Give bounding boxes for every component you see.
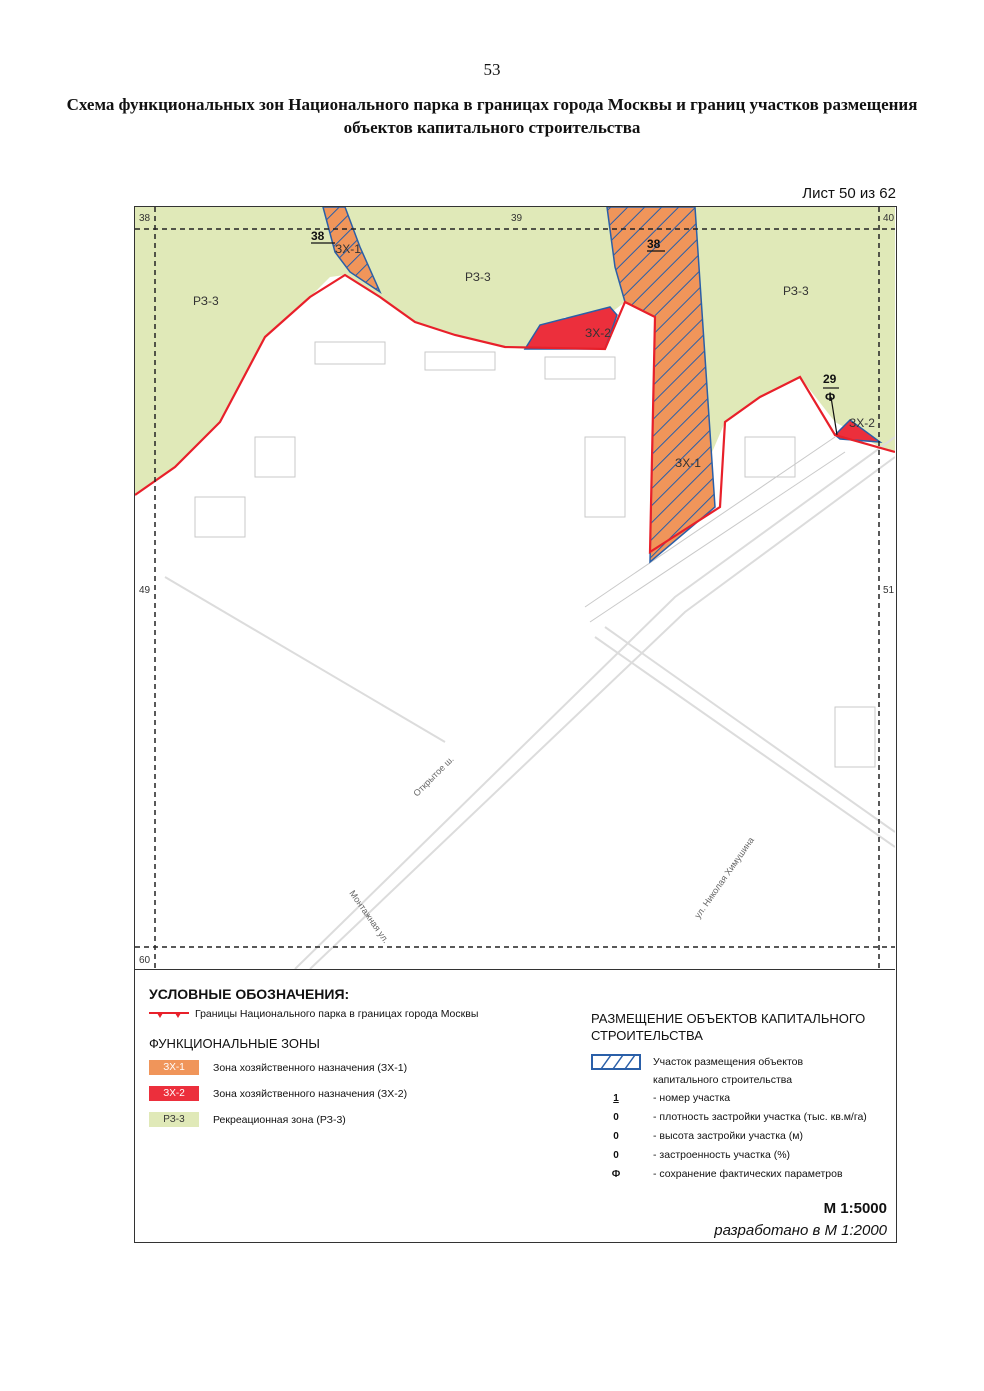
- legend-zone-rz3: [149, 1112, 346, 1127]
- cap-label: - сохранение фактических параметров: [653, 1168, 843, 1180]
- street-label-1: Открытое ш.: [411, 754, 456, 799]
- grid-label-tl: 38: [139, 213, 151, 224]
- cap-label: - номер участка: [653, 1092, 731, 1104]
- roads: [165, 437, 895, 969]
- cap-title: РАЗМЕЩЕНИЕ ОБЪЕКТОВ КАПИТАЛЬНОГО СТРОИТЕЛЬСТВА: [591, 1011, 866, 1043]
- zone-label-zx1-main: ЗХ-1: [675, 456, 701, 470]
- zone-label: Зона хозяйственного назначения (ЗХ-1): [213, 1061, 408, 1074]
- plot-hatch-icon: [591, 1054, 641, 1070]
- zone-label-rz-right: РЗ-3: [783, 284, 809, 298]
- zone-label-rz-left: РЗ-3: [193, 294, 219, 308]
- cap-label: - плотность застройки участка (тыс. кв.м/га): [653, 1111, 867, 1123]
- boundary-line-icon: [149, 1009, 189, 1019]
- grid-label-bl: 60: [139, 955, 151, 966]
- legend-zone-zx2: [149, 1086, 407, 1101]
- developed-scale: разработано в М 1:2000: [714, 1222, 887, 1239]
- sheet-label: Лист 50 из 62: [802, 185, 896, 202]
- zone-label-zx1-top: ЗХ-1: [335, 242, 361, 256]
- legend-boundary-label: Границы Национального парка в границах города Москвы: [195, 1008, 479, 1020]
- plot-label-3: 29: [823, 372, 837, 386]
- cap-symbol: 0: [613, 1111, 619, 1123]
- cap-symbol: 0: [613, 1130, 619, 1142]
- zone-swatch: ЗХ-2: [149, 1086, 199, 1101]
- legend: [135, 969, 895, 1242]
- zone-swatch: ЗХ-1: [149, 1060, 199, 1075]
- map-canvas: [135, 207, 895, 969]
- cap-item: [591, 1168, 843, 1180]
- cap-item: [591, 1149, 790, 1161]
- plot-label-1: 38: [311, 229, 325, 243]
- grid-label-mr: 51: [883, 585, 895, 596]
- cap-symbol: Ф: [611, 1168, 621, 1180]
- map-frame: [134, 206, 897, 1243]
- map-scale: М 1:5000: [823, 1200, 887, 1217]
- legend-title: УСЛОВНЫЕ ОБОЗНАЧЕНИЯ:: [149, 986, 350, 1002]
- page-number: 53: [483, 60, 501, 79]
- cap-item: [591, 1111, 867, 1123]
- cap-plot-row: [591, 1054, 803, 1070]
- cap-plot-label-2: капитального строительства: [653, 1074, 793, 1086]
- plot-label-3-param: Ф: [825, 390, 836, 404]
- zx1-main: [607, 207, 715, 562]
- cap-item: [591, 1130, 803, 1142]
- cap-plot-row-2: [653, 1074, 792, 1086]
- cap-label: - высота застройки участка (м): [653, 1130, 804, 1142]
- cap-label: - застроенность участка (%): [653, 1149, 791, 1161]
- grid-label-tr: 40: [883, 213, 895, 224]
- cap-plot-label-1: Участок размещения объектов: [653, 1056, 804, 1068]
- street-label-2: Монтажная ул.: [347, 888, 392, 945]
- street-label-3: ул. Николая Химушина: [692, 835, 757, 921]
- legend-zones-title: ФУНКЦИОНАЛЬНЫЕ ЗОНЫ: [149, 1036, 320, 1051]
- cap-symbol: 0: [613, 1149, 619, 1161]
- zone-label: Рекреационная зона (РЗ-3): [213, 1113, 346, 1126]
- zone-label-rz-mid: РЗ-3: [465, 270, 491, 284]
- recreation-zone: [135, 207, 895, 552]
- zone-label-zx2-right: ЗХ-2: [849, 416, 875, 430]
- grid-label-ml: 49: [139, 585, 151, 596]
- page-title: Схема функциональных зон Национального парка в границах города Москвы и границ участков размещения объектов капитального строительства: [66, 95, 918, 137]
- grid-label-tm: 39: [511, 213, 523, 224]
- urban-area: [195, 342, 875, 767]
- cap-item: [591, 1092, 730, 1104]
- legend-boundary: [149, 1008, 478, 1020]
- zone-label: Зона хозяйственного назначения (ЗХ-2): [213, 1087, 408, 1100]
- zone-label-zx2-mid: ЗХ-2: [585, 326, 611, 340]
- cap-symbol: 1: [613, 1092, 619, 1104]
- plot-label-2: 38: [647, 237, 661, 251]
- legend-zone-zx1: [149, 1060, 407, 1075]
- zone-swatch: РЗ-3: [149, 1112, 199, 1127]
